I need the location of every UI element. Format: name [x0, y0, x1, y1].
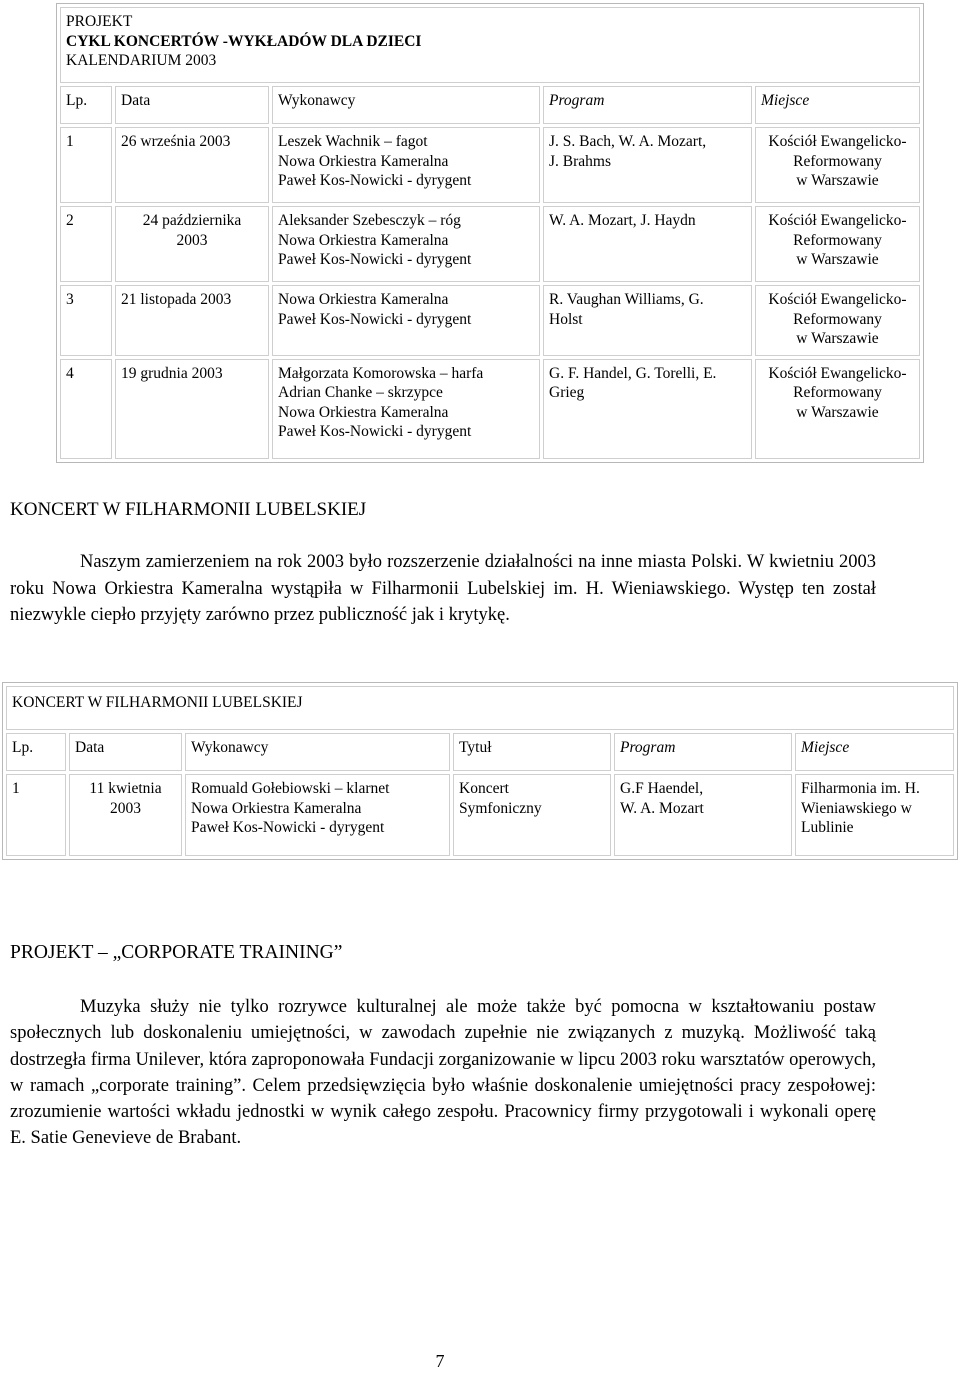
place-line: Reformowany	[793, 384, 882, 401]
performer-line: Nowa Orkiestra Kameralna	[278, 231, 449, 249]
calendar-label: KALENDARIUM 2003	[66, 52, 217, 69]
table-row	[60, 206, 920, 282]
cell-title	[453, 774, 611, 856]
calendar-table	[56, 3, 924, 463]
cell-lp: 2	[60, 206, 112, 282]
performer-line: Nowa Orkiestra Kameralna	[278, 291, 449, 308]
program-line: G.F Haendel,	[620, 780, 704, 797]
col-header-program: Program	[543, 86, 752, 124]
program-line: W. A. Mozart, J. Haydn	[549, 212, 696, 229]
performer-line: Paweł Kos-Nowicki - dyrygent	[278, 172, 472, 189]
cell-program	[614, 774, 792, 856]
program-line: Grieg	[549, 384, 585, 401]
col-header-performers: Wykonawcy	[185, 733, 450, 771]
cell-place	[755, 206, 920, 282]
performer-line: Leszek Wachnik – fagot	[278, 133, 428, 150]
cell-date	[115, 285, 269, 356]
section-paragraph-filharmonia: Naszym zamierzeniem na rok 2003 było rozszerzenie działalności na inne miasta Polski. W kwietniu 2003 roku Nowa Orkiestra Kameralna wystąpiła w Filharmonii Lubelskiej im. H. Wieniawskiego. Występ ten został niezwykle ciepło przyjęty zarówno przez publiczność jak i krytykę.	[10, 552, 876, 625]
col-header-date: Data	[115, 86, 269, 124]
performer-line: Paweł Kos-Nowicki - dyrygent	[278, 251, 472, 268]
cell-performers	[272, 359, 540, 459]
table-row	[60, 127, 920, 203]
project-title: CYKL KONCERTÓW -WYKŁADÓW DLA DZIECI	[66, 32, 422, 50]
table-row	[60, 285, 920, 356]
date-line: 11 kwietnia	[89, 780, 162, 797]
performer-line: Nowa Orkiestra Kameralna	[278, 403, 449, 421]
cell-performers	[185, 774, 450, 856]
cell-place	[795, 774, 954, 856]
place-line: Filharmonia im. H.	[801, 780, 920, 797]
program-line: G. F. Handel, G. Torelli, E.	[549, 364, 717, 382]
place-line: w Warszawie	[796, 172, 879, 189]
cell-performers	[272, 206, 540, 282]
cell-place	[755, 127, 920, 203]
project-label: PROJEKT	[66, 13, 133, 30]
cell-lp: 4	[60, 359, 112, 459]
col-header-place: Miejsce	[755, 86, 920, 124]
col-header-date: Data	[69, 733, 182, 771]
title-line: Koncert	[459, 780, 509, 797]
calendar-title-cell	[60, 7, 920, 83]
place-line: Kościół Ewangelicko-	[768, 133, 907, 150]
date-line: 21 listopada 2003	[121, 291, 232, 308]
date-line: 26 września 2003	[121, 133, 231, 150]
place-line: w Warszawie	[796, 403, 879, 421]
performer-line: Adrian Chanke – skrzypce	[278, 384, 443, 401]
col-header-place: Miejsce	[795, 733, 954, 771]
cell-date	[115, 127, 269, 203]
cell-program	[543, 127, 752, 203]
program-line: R. Vaughan Williams, G.	[549, 291, 704, 308]
cell-performers	[272, 127, 540, 203]
col-header-performers: Wykonawcy	[272, 86, 540, 124]
performer-line: Paweł Kos-Nowicki - dyrygent	[278, 310, 472, 328]
program-line: Holst	[549, 310, 583, 328]
col-header-lp: Lp.	[6, 733, 66, 771]
program-line: J. Brahms	[549, 152, 611, 170]
performer-line: Paweł Kos-Nowicki - dyrygent	[191, 819, 385, 836]
section-heading-filharmonia: KONCERT W FILHARMONII LUBELSKIEJ	[10, 499, 367, 520]
place-line: Reformowany	[793, 231, 882, 249]
place-line: Kościół Ewangelicko-	[768, 212, 907, 229]
program-line: J. S. Bach, W. A. Mozart,	[549, 133, 707, 150]
place-line: w Warszawie	[796, 330, 879, 347]
cell-program	[543, 359, 752, 459]
cell-date	[69, 774, 182, 856]
cell-place	[755, 359, 920, 459]
place-line: Reformowany	[793, 152, 882, 170]
performer-line: Romuald Gołebiowski – klarnet	[191, 780, 390, 797]
place-line: Kościół Ewangelicko-	[768, 364, 907, 382]
place-line: Wieniawskiego w	[801, 799, 912, 817]
program-line: W. A. Mozart	[620, 799, 704, 817]
place-line: Kościół Ewangelicko-	[768, 291, 907, 308]
cell-program	[543, 206, 752, 282]
calendar-title-row	[60, 7, 920, 83]
place-line: w Warszawie	[796, 251, 879, 268]
date-line: 2003	[110, 799, 141, 817]
cell-performers	[272, 285, 540, 356]
performer-line: Nowa Orkiestra Kameralna	[278, 152, 449, 170]
section-heading-corporate-training: PROJEKT – „CORPORATE TRAINING”	[10, 942, 343, 963]
date-line: 19 grudnia 2003	[121, 364, 223, 382]
title-line: Symfoniczny	[459, 799, 542, 817]
date-line: 2003	[176, 231, 208, 249]
section-paragraph-corporate-training: Muzyka służy nie tylko rozrywce kulturalnej ale może także być pomocna w kształtowaniu postaw społecznych lub doskonaleniu umiejętności, w zawodach zupełnie nie związanych z muzyką. Możliwość taką dostrzegła firma Unilever, która zaproponowała Fundacji zorganizowanie w lipcu 2003 roku warsztatów operowych, w ramach „corporate training”. Celem przedsięwzięcia było właśnie doskonalenie umiejętności pracy zespołowej: zrozumienie wartości wkładu jednostki w wynik całego zespołu. Pracownicy firmy przygotowali i wykonali operę E. Satie Genevieve de Brabant.	[10, 997, 876, 1149]
cell-lp: 1	[6, 774, 66, 856]
cell-date	[115, 206, 269, 282]
table-row	[6, 774, 954, 856]
filharmonia-title-row	[6, 686, 954, 730]
calendar-header-row	[60, 86, 920, 124]
cell-date	[115, 359, 269, 459]
cell-lp: 1	[60, 127, 112, 203]
performer-line: Małgorzata Komorowska – harfa	[278, 364, 484, 382]
filharmonia-table	[2, 682, 958, 860]
filharmonia-title-cell: KONCERT W FILHARMONII LUBELSKIEJ	[6, 686, 954, 730]
col-header-lp: Lp.	[60, 86, 112, 124]
place-line: Reformowany	[793, 310, 882, 328]
cell-place	[755, 285, 920, 356]
cell-program	[543, 285, 752, 356]
filharmonia-header-row	[6, 733, 954, 771]
performer-line: Aleksander Szebesczyk – róg	[278, 212, 461, 229]
col-header-program: Program	[614, 733, 792, 771]
performer-line: Paweł Kos-Nowicki - dyrygent	[278, 423, 472, 440]
performer-line: Nowa Orkiestra Kameralna	[191, 799, 362, 817]
date-line: 24 października	[142, 212, 242, 229]
place-line: Lublinie	[801, 819, 854, 836]
table-row	[60, 359, 920, 459]
cell-lp: 3	[60, 285, 112, 356]
col-header-title: Tytuł	[453, 733, 611, 771]
page-number: 7	[435, 1351, 445, 1371]
